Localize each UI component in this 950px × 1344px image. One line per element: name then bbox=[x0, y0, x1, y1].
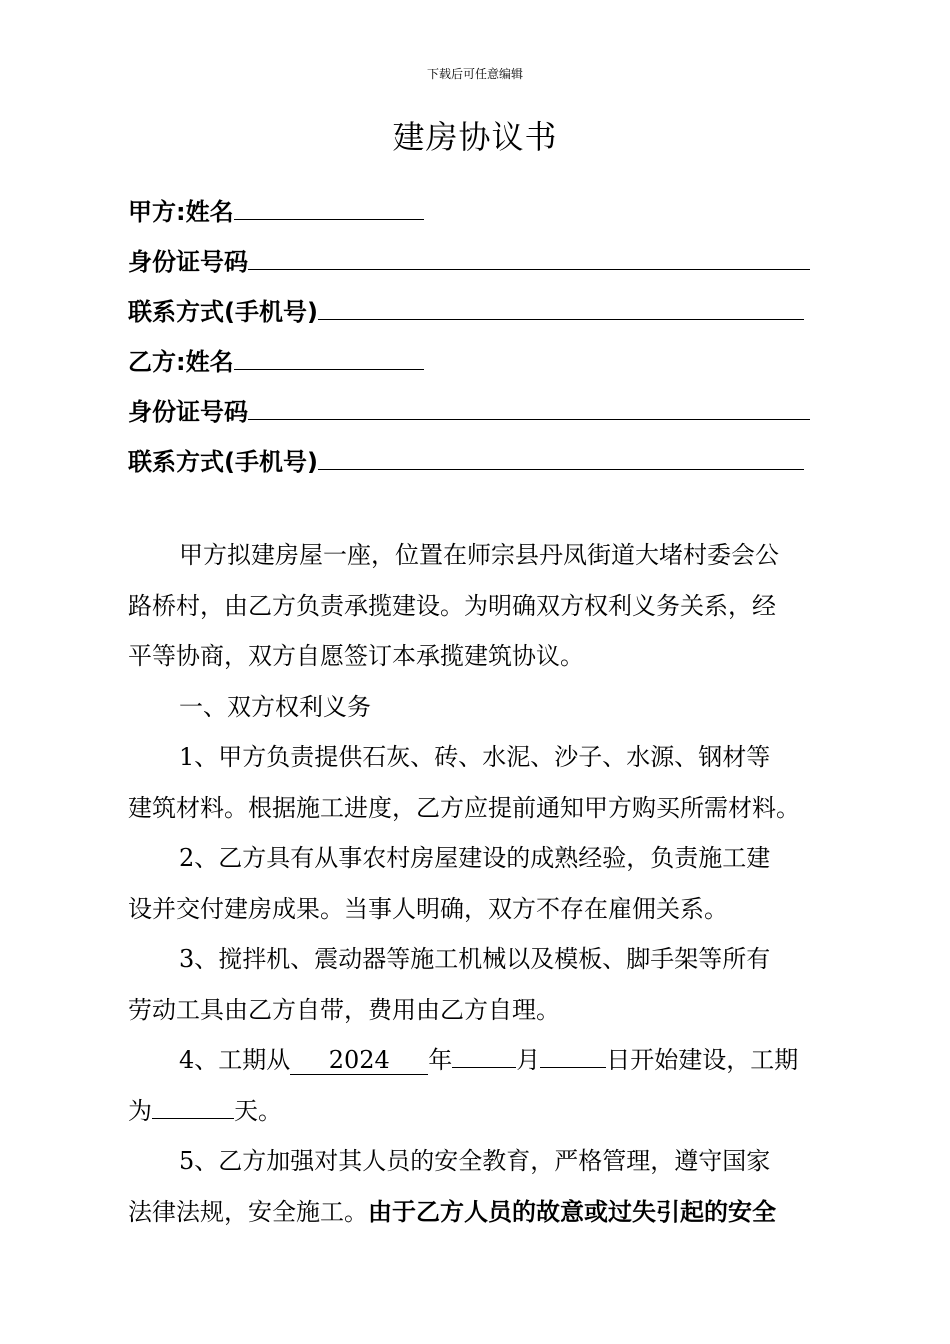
party-b-name-blank[interactable] bbox=[234, 345, 424, 370]
document-title: 建房协议书 bbox=[392, 118, 558, 156]
clause-3-line-1: 3、搅拌机、震动器等施工机械以及模板、脚手架等所有 bbox=[179, 945, 771, 973]
intro-line-1: 甲方拟建房屋一座，位置在师宗县丹凤街道大堵村委会公 bbox=[179, 541, 779, 569]
party-b-name-field bbox=[128, 345, 424, 379]
agreement-body bbox=[128, 530, 838, 1237]
start-year-blank[interactable]: 2024 bbox=[290, 1046, 428, 1075]
clause-4-line-2 bbox=[128, 1086, 838, 1137]
party-b-phone-field bbox=[128, 445, 804, 479]
party-a-name-field bbox=[128, 195, 424, 229]
party-b-phone-blank[interactable] bbox=[318, 445, 804, 470]
clause-5-line-2 bbox=[128, 1187, 838, 1238]
clause-2-line-1: 2、乙方具有从事农村房屋建设的成熟经验，负责施工建 bbox=[179, 844, 771, 872]
start-month-blank[interactable] bbox=[452, 1043, 516, 1068]
intro-line-3: 平等协商，双方自愿签订本承揽建筑协议。 bbox=[128, 642, 584, 670]
party-a-id-blank[interactable] bbox=[248, 245, 810, 270]
party-a-name-blank[interactable] bbox=[234, 195, 424, 220]
clause-1-line-2: 建筑材料。根据施工进度，乙方应提前通知甲方购买所需材料。 bbox=[128, 793, 800, 822]
year-label: 年 bbox=[428, 1046, 453, 1074]
clause-5-line-1: 5、乙方加强对其人员的安全教育，严格管理，遵守国家 bbox=[179, 1147, 771, 1175]
party-b-phone-label: 联系方式(手机号) bbox=[128, 448, 318, 476]
party-a-id-label: 身份证号码 bbox=[128, 248, 248, 276]
clause-1-line-1: 1、甲方负责提供石灰、砖、水泥、沙子、水源、钢材等 bbox=[179, 743, 771, 771]
duration-prefix: 为 bbox=[128, 1096, 152, 1125]
party-b-id-field bbox=[128, 395, 810, 429]
section-heading: 一、双方权利义务 bbox=[179, 692, 371, 721]
party-a-id-field bbox=[128, 245, 810, 279]
day-label: 日开始建设，工期 bbox=[606, 1046, 799, 1074]
month-label: 月 bbox=[516, 1046, 541, 1074]
party-b-name-label: 乙方:姓名 bbox=[128, 348, 234, 376]
clause-3-line-2: 劳动工具由乙方自带，费用由乙方自理。 bbox=[128, 995, 560, 1024]
clause-4-line-1 bbox=[128, 1035, 838, 1086]
party-b-id-blank[interactable] bbox=[248, 395, 810, 420]
party-a-name-label: 甲方:姓名 bbox=[128, 198, 234, 226]
start-day-blank[interactable] bbox=[540, 1043, 606, 1068]
clause-2-line-2: 设并交付建房成果。当事人明确，双方不存在雇佣关系。 bbox=[128, 894, 728, 923]
clause-5-normal-text: 法律法规，安全施工。 bbox=[128, 1197, 368, 1226]
party-a-phone-blank[interactable] bbox=[318, 295, 804, 320]
clause-4-prefix: 4、工期从 bbox=[179, 1046, 291, 1074]
intro-line-2: 路桥村，由乙方负责承揽建设。为明确双方权利义务关系，经 bbox=[128, 591, 776, 620]
duration-days-blank[interactable] bbox=[152, 1094, 234, 1119]
party-a-phone-field bbox=[128, 295, 804, 329]
clause-5-bold-text: 由于乙方人员的故意或过失引起的安全 bbox=[368, 1197, 776, 1226]
party-a-phone-label: 联系方式(手机号) bbox=[128, 298, 318, 326]
party-b-id-label: 身份证号码 bbox=[128, 398, 248, 426]
duration-suffix: 天。 bbox=[234, 1096, 282, 1125]
header-note: 下载后可任意编辑 bbox=[426, 67, 523, 81]
